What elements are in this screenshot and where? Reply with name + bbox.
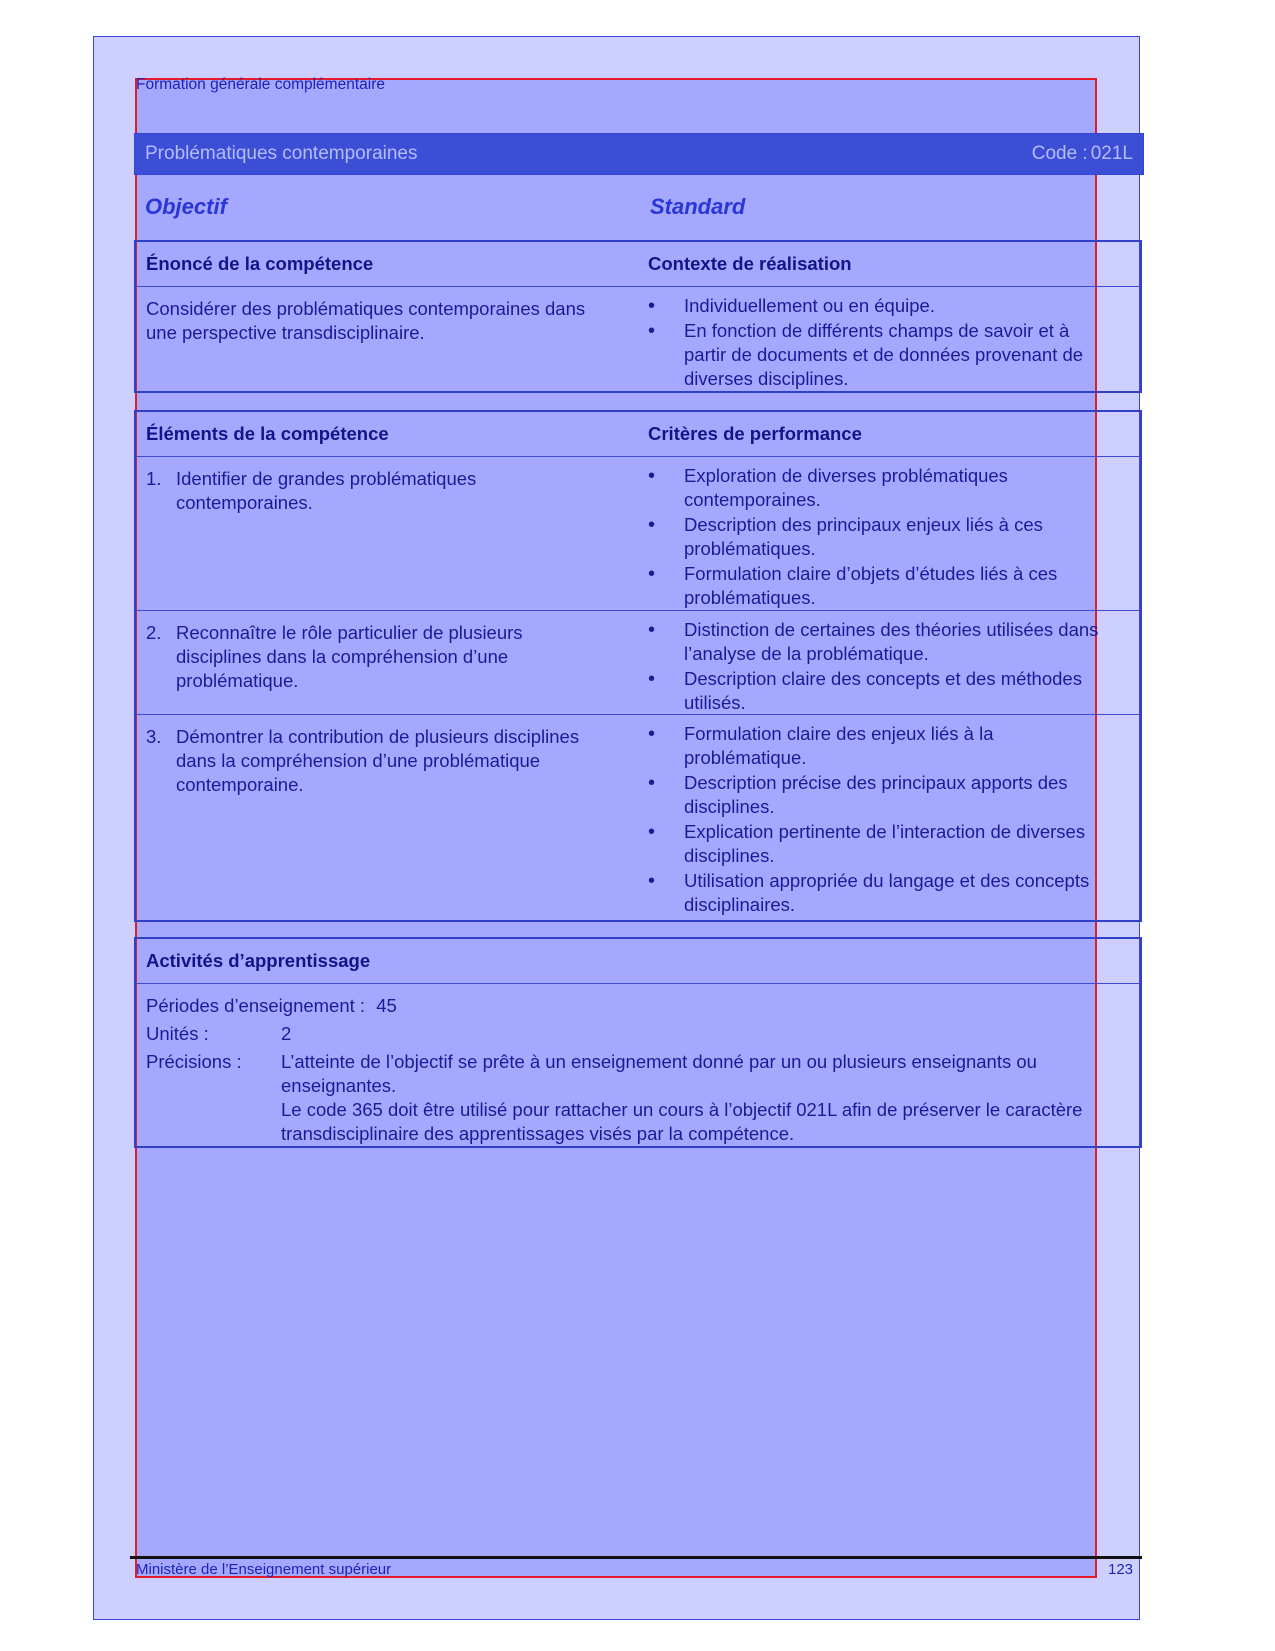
page-number: 123 bbox=[1108, 1561, 1134, 1578]
elements-section bbox=[134, 410, 1142, 922]
code-label-group bbox=[1029, 143, 1133, 165]
list-item: • Formulation claire d’objets d’études liés à ces problématiques. bbox=[648, 562, 1110, 610]
element-number: 2. bbox=[146, 622, 162, 643]
activities-header bbox=[136, 939, 1140, 984]
element-2 bbox=[146, 621, 586, 693]
code-label: Code : bbox=[1031, 143, 1088, 164]
criteria-list-3 bbox=[648, 722, 1110, 918]
element-3 bbox=[146, 725, 586, 797]
list-item: • Individuellement ou en équipe. bbox=[648, 294, 1110, 318]
list-item: • Utilisation appropriée du langage et des concepts disciplinaires. bbox=[648, 869, 1110, 917]
title-bar bbox=[134, 133, 1144, 175]
criteria-list-1 bbox=[648, 464, 1110, 611]
list-item: • En fonction de différents champs de savoir et à partir de documents et de données provenant de diverses disciplines. bbox=[648, 319, 1110, 391]
precision-2: Le code 365 doit être utilisé pour rattacher un cours à l’objectif 021L afin de préserver le caractère transdisciplinaire des apprentissages visés par la compétence. bbox=[281, 1099, 1083, 1144]
periods-value: 45 bbox=[376, 995, 397, 1016]
code-value: 021L bbox=[1090, 143, 1133, 164]
footer-rule bbox=[130, 1556, 1142, 1559]
elements-right-header: Critères de performance bbox=[648, 423, 862, 444]
document-title: Problématiques contemporaines bbox=[145, 143, 418, 164]
row-divider bbox=[136, 714, 1140, 715]
list-item: • Description claire des concepts et des méthodes utilisés. bbox=[648, 667, 1110, 715]
activities-title: Activités d’apprentissage bbox=[146, 950, 371, 971]
competence-header bbox=[136, 242, 1140, 287]
precision-1: L’atteinte de l’objectif se prête à un enseignement donné par un ou plusieurs enseignants ou enseignantes. bbox=[281, 1051, 1037, 1096]
units-line bbox=[146, 1022, 292, 1046]
units-label: Unités : bbox=[146, 1023, 209, 1044]
list-item: • Distinction de certaines des théories utilisées dans l’analyse de la problématique. bbox=[648, 618, 1110, 666]
row-divider bbox=[136, 610, 1140, 611]
element-number: 3. bbox=[146, 726, 162, 747]
element-1 bbox=[146, 467, 586, 515]
list-item: • Explication pertinente de l’interaction de diverses disciplines. bbox=[648, 820, 1110, 868]
running-head: Formation générale complémentaire bbox=[136, 76, 385, 93]
competence-left-header: Énoncé de la compétence bbox=[146, 253, 374, 274]
list-item: • Exploration de diverses problématiques contemporaines. bbox=[648, 464, 1110, 512]
list-item: • Description des principaux enjeux liés à ces problématiques. bbox=[648, 513, 1110, 561]
subhead-objectif: Objectif bbox=[145, 194, 227, 219]
elements-header bbox=[136, 412, 1140, 457]
element-number: 1. bbox=[146, 468, 162, 489]
element-text: Démontrer la contribution de plusieurs disciplines dans la compréhension d’une problématique contemporaine. bbox=[176, 726, 580, 795]
competence-statement: Considérer des problématiques contemporaines dans une perspective transdisciplinaire. bbox=[146, 298, 586, 343]
list-item: • Description précise des principaux apports des disciplines. bbox=[648, 771, 1110, 819]
competence-right-header: Contexte de réalisation bbox=[648, 253, 852, 274]
footer-ministry: Ministère de l’Enseignement supérieur bbox=[136, 1561, 392, 1578]
activities-section bbox=[134, 937, 1142, 1148]
criteria-list-2 bbox=[648, 618, 1110, 716]
periods-label: Périodes d’enseignement : bbox=[146, 995, 366, 1016]
competence-section bbox=[134, 240, 1142, 393]
subhead-standard: Standard bbox=[650, 194, 746, 219]
element-text: Identifier de grandes problématiques contemporaines. bbox=[176, 468, 477, 513]
list-item: • Formulation claire des enjeux liés à la problématique. bbox=[648, 722, 1110, 770]
precisions-label: Précisions : bbox=[146, 1051, 242, 1072]
periods-line bbox=[146, 994, 397, 1018]
context-list bbox=[648, 294, 1110, 392]
element-text: Reconnaître le rôle particulier de plusieurs disciplines dans la compréhension d’une problématique. bbox=[176, 622, 523, 691]
units-value: 2 bbox=[281, 1023, 292, 1044]
elements-left-header: Éléments de la compétence bbox=[146, 423, 389, 444]
